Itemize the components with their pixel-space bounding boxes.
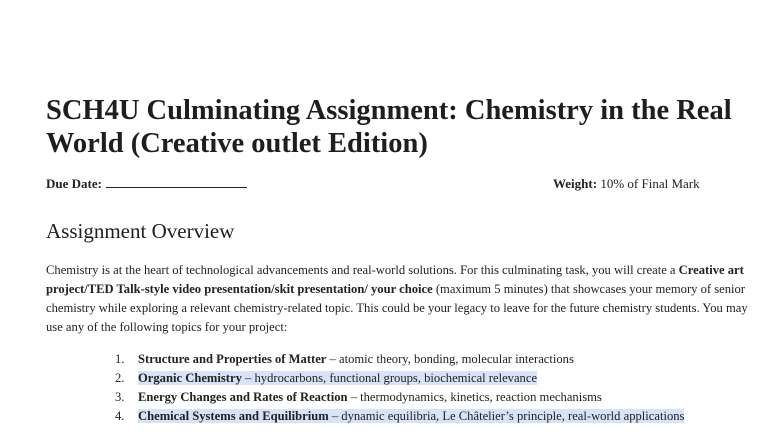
topic-highlight	[138, 409, 684, 423]
topic-desc: – dynamic equilibria, Le Châtelier’s principle, real-world applications	[328, 409, 685, 423]
due-date-label: Due Date:	[46, 176, 102, 191]
topic-item	[0, 407, 784, 445]
topic-body	[138, 350, 698, 369]
topic-body	[138, 388, 698, 407]
overview-heading: Assignment Overview	[46, 219, 235, 243]
topics-list	[0, 350, 784, 445]
topic-item	[0, 369, 784, 388]
document-title: SCH4U Culminating Assignment: Chemistry in the Real World (Creative outlet Edition)	[46, 95, 732, 159]
topic-number: 3.	[115, 390, 125, 404]
overview-text-1: Chemistry is at the heart of technological advancements and real-world solutions. For this culminating task, you will create a	[46, 263, 679, 277]
topic-desc: – atomic theory, bonding, molecular interactions	[326, 352, 574, 366]
weight-label: Weight:	[553, 176, 598, 191]
overview-bold-text: Creative art project/TED Talk-style video presentation/skit presentation/ your choice	[46, 263, 744, 296]
topic-desc: – hydrocarbons, functional groups, biochemical relevance	[241, 371, 538, 385]
overview-paragraph	[46, 261, 758, 337]
topic-title: Organic Chemistry	[138, 371, 242, 385]
topic-number: 2.	[115, 371, 125, 385]
topic-body	[138, 369, 698, 388]
topic-title: Energy Changes and Rates of Reaction	[138, 390, 348, 404]
topic-title: Chemical Systems and Equilibrium	[138, 409, 329, 423]
topic-title: Structure and Properties of Matter	[138, 352, 327, 366]
topic-desc: – thermodynamics, kinetics, reaction mechanisms	[347, 390, 602, 404]
due-date	[46, 176, 247, 192]
topic-body	[138, 407, 698, 426]
topic-item	[0, 388, 784, 407]
topic-number: 4.	[115, 409, 125, 423]
topic-number: 1.	[115, 352, 125, 366]
weight	[553, 176, 700, 192]
weight-value: 10% of Final Mark	[600, 176, 700, 191]
due-date-blank-line	[106, 176, 247, 188]
meta-row	[46, 176, 746, 192]
topic-item	[0, 350, 784, 369]
overview-text-2: (maximum 5 minutes) that showcases your memory of senior chemistry while exploring a relevant chemistry-related topic. This could be your legacy to leave for the future chemistry students. You may use any of the following topics for your project:	[46, 282, 748, 334]
topic-highlight	[138, 371, 537, 385]
